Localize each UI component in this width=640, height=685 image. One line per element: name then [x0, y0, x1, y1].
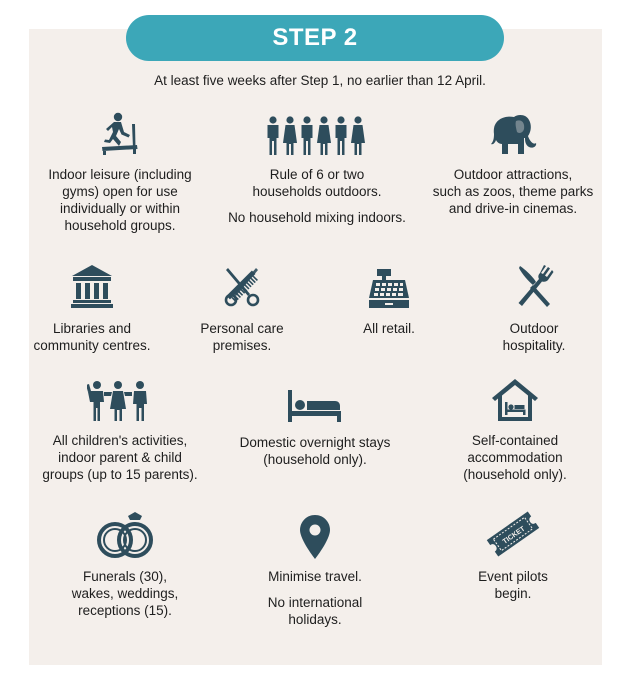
elephant-icon [488, 112, 538, 156]
step-banner [126, 15, 504, 61]
item-overnight-stays [220, 378, 410, 468]
item-line: All retail. [363, 321, 415, 336]
item-line: individually or within [59, 201, 181, 216]
item-line: premises. [212, 338, 272, 353]
location-pin-icon [299, 514, 331, 560]
item-line: Personal care [200, 321, 284, 336]
item-line: holidays. [288, 612, 342, 627]
item-line: No household mixing indoors. [228, 210, 406, 225]
item-line: Rule of 6 or two [269, 167, 365, 182]
step-title: STEP 2 [272, 24, 358, 51]
item-rule-of-six [222, 108, 412, 226]
item-retail [334, 262, 444, 337]
item-line: Libraries and [52, 321, 132, 336]
item-line: Outdoor [509, 321, 559, 336]
knife-fork-icon [514, 264, 554, 308]
item-minimise-travel [235, 508, 395, 628]
item-line: and drive-in cinemas. [448, 201, 578, 216]
item-line: Funerals (30), [82, 569, 168, 584]
item-line: Domestic overnight stays [239, 435, 391, 450]
item-funerals [60, 508, 190, 619]
item-line: Minimise travel. [268, 569, 362, 584]
item-line: groups (up to 15 parents). [42, 467, 198, 482]
item-outdoor-attractions [418, 108, 608, 217]
item-line: gyms) open for use [62, 184, 178, 199]
item-childrens-activities [30, 378, 210, 483]
item-line: Outdoor attractions, [453, 167, 573, 182]
item-line: Event pilots [478, 569, 548, 584]
item-line: begin. [494, 586, 532, 601]
item-outdoor-hospitality [478, 262, 590, 354]
item-line: wakes, weddings, [71, 586, 179, 601]
cash-register-icon [367, 268, 411, 308]
treadmill-icon [99, 112, 141, 156]
scissors-comb-icon [220, 264, 264, 308]
item-line: (household only). [263, 452, 367, 467]
ticket-icon [484, 508, 542, 560]
item-line: community centres. [33, 338, 151, 353]
item-line: No international [267, 595, 363, 610]
item-indoor-leisure [30, 108, 210, 234]
family-icon [87, 380, 153, 422]
rings-icon [92, 510, 158, 560]
ticket-label: TICKET [501, 525, 527, 546]
item-libraries [32, 262, 152, 354]
bed-icon [287, 388, 343, 422]
item-line: hospitality. [502, 338, 566, 353]
item-event-pilots [448, 508, 578, 602]
item-line: Self-contained [471, 433, 559, 448]
item-line: such as zoos, theme parks [432, 184, 594, 199]
item-line: household groups. [64, 218, 176, 233]
item-line: indoor parent & child [58, 450, 182, 465]
item-line: All children's activities, [52, 433, 188, 448]
item-line: accommodation [467, 450, 563, 465]
six-people-icon [266, 116, 368, 156]
item-line: households outdoors. [252, 184, 382, 199]
item-line: Indoor leisure (including [48, 167, 192, 182]
library-icon [71, 264, 113, 308]
item-personal-care [182, 262, 302, 354]
item-self-contained [430, 378, 600, 483]
item-line: receptions (15). [78, 603, 172, 618]
house-bed-icon [491, 378, 539, 422]
step-subtitle: At least five weeks after Step 1, no earlier than 12 April. [154, 73, 486, 88]
item-line: (household only). [463, 467, 567, 482]
